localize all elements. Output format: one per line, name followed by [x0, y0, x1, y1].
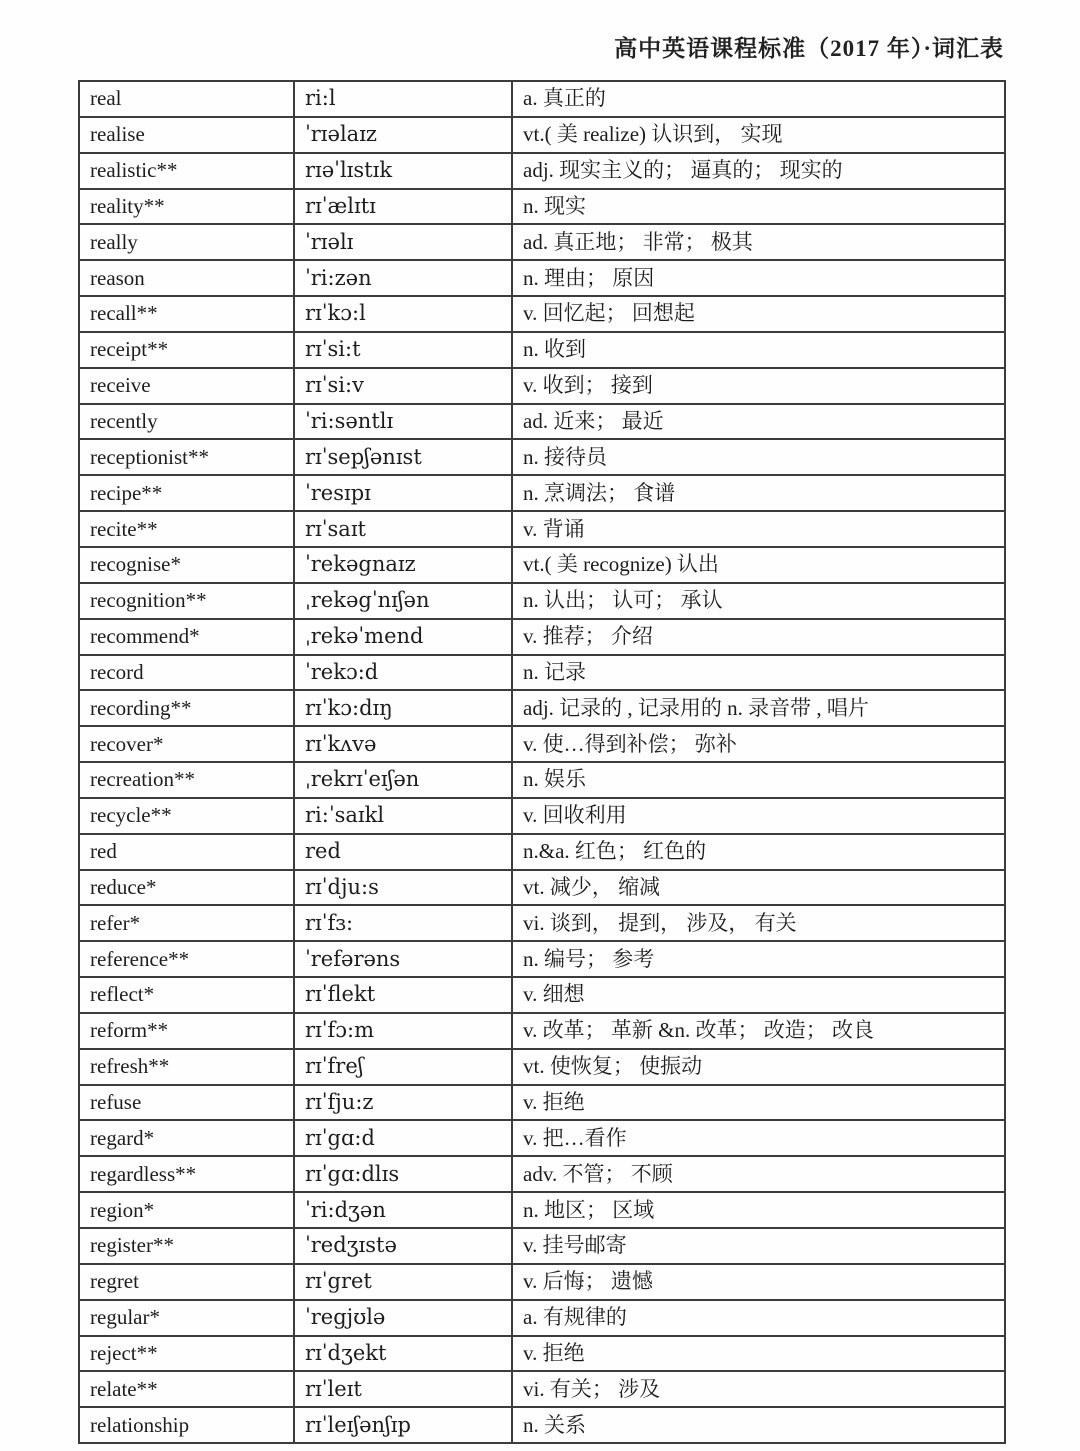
definition-cell: ad. 近来； 最近	[512, 404, 1005, 440]
table-row	[79, 1013, 1005, 1049]
definition-cell: v. 背诵	[512, 511, 1005, 547]
phonetic-cell: rɪˈleɪt	[294, 1371, 512, 1407]
word-cell: refresh**	[79, 1049, 294, 1085]
table-row	[79, 439, 1005, 475]
definition-cell: v. 回忆起； 回想起	[512, 296, 1005, 332]
word-cell: recognition**	[79, 583, 294, 619]
word-cell: really	[79, 224, 294, 260]
word-cell: regard*	[79, 1120, 294, 1156]
phonetic-cell: ri:l	[294, 81, 512, 117]
word-cell: reduce*	[79, 870, 294, 906]
word-cell: recycle**	[79, 798, 294, 834]
table-row	[79, 368, 1005, 404]
definition-cell: a. 有规律的	[512, 1300, 1005, 1336]
word-cell: record	[79, 655, 294, 691]
definition-cell: v. 细想	[512, 977, 1005, 1013]
phonetic-cell: rɪˈkɔ:l	[294, 296, 512, 332]
phonetic-cell: rɪˈflekt	[294, 977, 512, 1013]
table-row	[79, 404, 1005, 440]
definition-cell: v. 拒绝	[512, 1085, 1005, 1121]
page-header	[614, 30, 1004, 63]
definition-cell: n. 接待员	[512, 439, 1005, 475]
table-row	[79, 1264, 1005, 1300]
phonetic-cell: rɪˈleɪʃənʃɪp	[294, 1407, 512, 1443]
definition-cell: n. 记录	[512, 655, 1005, 691]
definition-cell: adj. 记录的 , 记录用的 n. 录音带 , 唱片	[512, 690, 1005, 726]
table-row	[79, 834, 1005, 870]
table-row	[79, 1192, 1005, 1228]
word-cell: recreation**	[79, 762, 294, 798]
table-row	[79, 870, 1005, 906]
word-cell: receptionist**	[79, 439, 294, 475]
phonetic-cell: rɪˈsi:v	[294, 368, 512, 404]
phonetic-cell: ˈri:dʒən	[294, 1192, 512, 1228]
phonetic-cell: rɪˈsepʃənɪst	[294, 439, 512, 475]
word-cell: relate**	[79, 1371, 294, 1407]
word-cell: regardless**	[79, 1156, 294, 1192]
word-cell: reflect*	[79, 977, 294, 1013]
phonetic-cell: rɪˈsaɪt	[294, 511, 512, 547]
phonetic-cell: rɪˈsi:t	[294, 332, 512, 368]
definition-cell: v. 挂号邮寄	[512, 1228, 1005, 1264]
phonetic-cell: ˌrekəˈmend	[294, 619, 512, 655]
word-cell: relationship	[79, 1407, 294, 1443]
table-row	[79, 726, 1005, 762]
phonetic-cell: red	[294, 834, 512, 870]
table-row	[79, 117, 1005, 153]
phonetic-cell: rɪˈgɑ:dlɪs	[294, 1156, 512, 1192]
phonetic-cell: rɪˈælɪtɪ	[294, 189, 512, 225]
definition-cell: vi. 谈到， 提到， 涉及， 有关	[512, 905, 1005, 941]
definition-cell: v. 改革； 革新 &n. 改革； 改造； 改良	[512, 1013, 1005, 1049]
definition-cell: vt.( 美 recognize) 认出	[512, 547, 1005, 583]
definition-cell: n. 地区； 区域	[512, 1192, 1005, 1228]
phonetic-cell: ri:ˈsaɪkl	[294, 798, 512, 834]
phonetic-cell: rɪˈkʌvə	[294, 726, 512, 762]
word-cell: refuse	[79, 1085, 294, 1121]
phonetic-cell: rɪˈfɜ:	[294, 905, 512, 941]
word-cell: receipt**	[79, 332, 294, 368]
page-title: 高中英语课程标准（2017 年）·词汇表	[614, 36, 1004, 61]
definition-cell: v. 推荐； 介绍	[512, 619, 1005, 655]
definition-cell: vt. 减少， 缩减	[512, 870, 1005, 906]
vocab-table	[78, 80, 1006, 1444]
table-row	[79, 1371, 1005, 1407]
definition-cell: n. 烹调法； 食谱	[512, 475, 1005, 511]
phonetic-cell: rɪˈkɔ:dɪŋ	[294, 690, 512, 726]
word-cell: red	[79, 834, 294, 870]
word-cell: reform**	[79, 1013, 294, 1049]
word-cell: recipe**	[79, 475, 294, 511]
word-cell: recommend*	[79, 619, 294, 655]
phonetic-cell: ˈrefərəns	[294, 941, 512, 977]
table-row	[79, 189, 1005, 225]
table-row	[79, 1228, 1005, 1264]
table-row	[79, 1156, 1005, 1192]
definition-cell: v. 使…得到补偿； 弥补	[512, 726, 1005, 762]
table-row	[79, 260, 1005, 296]
table-row	[79, 690, 1005, 726]
vocab-table-body	[79, 81, 1005, 1443]
phonetic-cell: ˈri:səntlɪ	[294, 404, 512, 440]
word-cell: recall**	[79, 296, 294, 332]
word-cell: recite**	[79, 511, 294, 547]
phonetic-cell: ˈrekəgnaɪz	[294, 547, 512, 583]
definition-cell: v. 把…看作	[512, 1120, 1005, 1156]
word-cell: real	[79, 81, 294, 117]
phonetic-cell: ˈresɪpɪ	[294, 475, 512, 511]
phonetic-cell: rɪˈgret	[294, 1264, 512, 1300]
table-row	[79, 153, 1005, 189]
table-row	[79, 224, 1005, 260]
definition-cell: n. 关系	[512, 1407, 1005, 1443]
phonetic-cell: ˈrɪəlaɪz	[294, 117, 512, 153]
word-cell: regular*	[79, 1300, 294, 1336]
word-cell: reason	[79, 260, 294, 296]
phonetic-cell: ˈri:zən	[294, 260, 512, 296]
definition-cell: v. 收到； 接到	[512, 368, 1005, 404]
table-row	[79, 81, 1005, 117]
table-row	[79, 511, 1005, 547]
word-cell: realise	[79, 117, 294, 153]
table-row	[79, 798, 1005, 834]
word-cell: recognise*	[79, 547, 294, 583]
word-cell: reference**	[79, 941, 294, 977]
phonetic-cell: ˌrekəgˈnɪʃən	[294, 583, 512, 619]
phonetic-cell: rɪˈfreʃ	[294, 1049, 512, 1085]
table-row	[79, 583, 1005, 619]
word-cell: recover*	[79, 726, 294, 762]
word-cell: regret	[79, 1264, 294, 1300]
table-row	[79, 547, 1005, 583]
word-cell: receive	[79, 368, 294, 404]
phonetic-cell: rɪˈdju:s	[294, 870, 512, 906]
table-row	[79, 332, 1005, 368]
phonetic-cell: ˈredʒɪstə	[294, 1228, 512, 1264]
definition-cell: v. 拒绝	[512, 1336, 1005, 1372]
word-cell: region*	[79, 1192, 294, 1228]
definition-cell: ad. 真正地； 非常； 极其	[512, 224, 1005, 260]
definition-cell: vt. 使恢复； 使振动	[512, 1049, 1005, 1085]
phonetic-cell: ˈregjʊlə	[294, 1300, 512, 1336]
phonetic-cell: ˌrekrɪˈeɪʃən	[294, 762, 512, 798]
word-cell: reject**	[79, 1336, 294, 1372]
phonetic-cell: ˈrɪəlɪ	[294, 224, 512, 260]
table-row	[79, 655, 1005, 691]
definition-cell: a. 真正的	[512, 81, 1005, 117]
definition-cell: adj. 现实主义的； 逼真的； 现实的	[512, 153, 1005, 189]
table-row	[79, 762, 1005, 798]
phonetic-cell: ˈrekɔ:d	[294, 655, 512, 691]
definition-cell: v. 回收利用	[512, 798, 1005, 834]
table-row	[79, 619, 1005, 655]
table-row	[79, 977, 1005, 1013]
table-row	[79, 905, 1005, 941]
definition-cell: n. 认出； 认可； 承认	[512, 583, 1005, 619]
phonetic-cell: rɪˈgɑ:d	[294, 1120, 512, 1156]
definition-cell: n. 现实	[512, 189, 1005, 225]
table-row	[79, 1085, 1005, 1121]
table-row	[79, 1120, 1005, 1156]
definition-cell: n.&a. 红色； 红色的	[512, 834, 1005, 870]
definition-cell: vi. 有关； 涉及	[512, 1371, 1005, 1407]
definition-cell: n. 娱乐	[512, 762, 1005, 798]
definition-cell: adv. 不管； 不顾	[512, 1156, 1005, 1192]
definition-cell: n. 理由； 原因	[512, 260, 1005, 296]
word-cell: refer*	[79, 905, 294, 941]
word-cell: reality**	[79, 189, 294, 225]
definition-cell: n. 收到	[512, 332, 1005, 368]
phonetic-cell: rɪəˈlɪstɪk	[294, 153, 512, 189]
table-row	[79, 941, 1005, 977]
phonetic-cell: rɪˈfɔ:m	[294, 1013, 512, 1049]
definition-cell: vt.( 美 realize) 认识到， 实现	[512, 117, 1005, 153]
word-cell: register**	[79, 1228, 294, 1264]
table-row	[79, 1300, 1005, 1336]
phonetic-cell: rɪˈdʒekt	[294, 1336, 512, 1372]
phonetic-cell: rɪˈfju:z	[294, 1085, 512, 1121]
definition-cell: v. 后悔； 遗憾	[512, 1264, 1005, 1300]
definition-cell: n. 编号； 参考	[512, 941, 1005, 977]
table-row	[79, 1336, 1005, 1372]
word-cell: recently	[79, 404, 294, 440]
table-row	[79, 1049, 1005, 1085]
word-cell: realistic**	[79, 153, 294, 189]
word-cell: recording**	[79, 690, 294, 726]
table-row	[79, 1407, 1005, 1443]
table-row	[79, 296, 1005, 332]
table-row	[79, 475, 1005, 511]
